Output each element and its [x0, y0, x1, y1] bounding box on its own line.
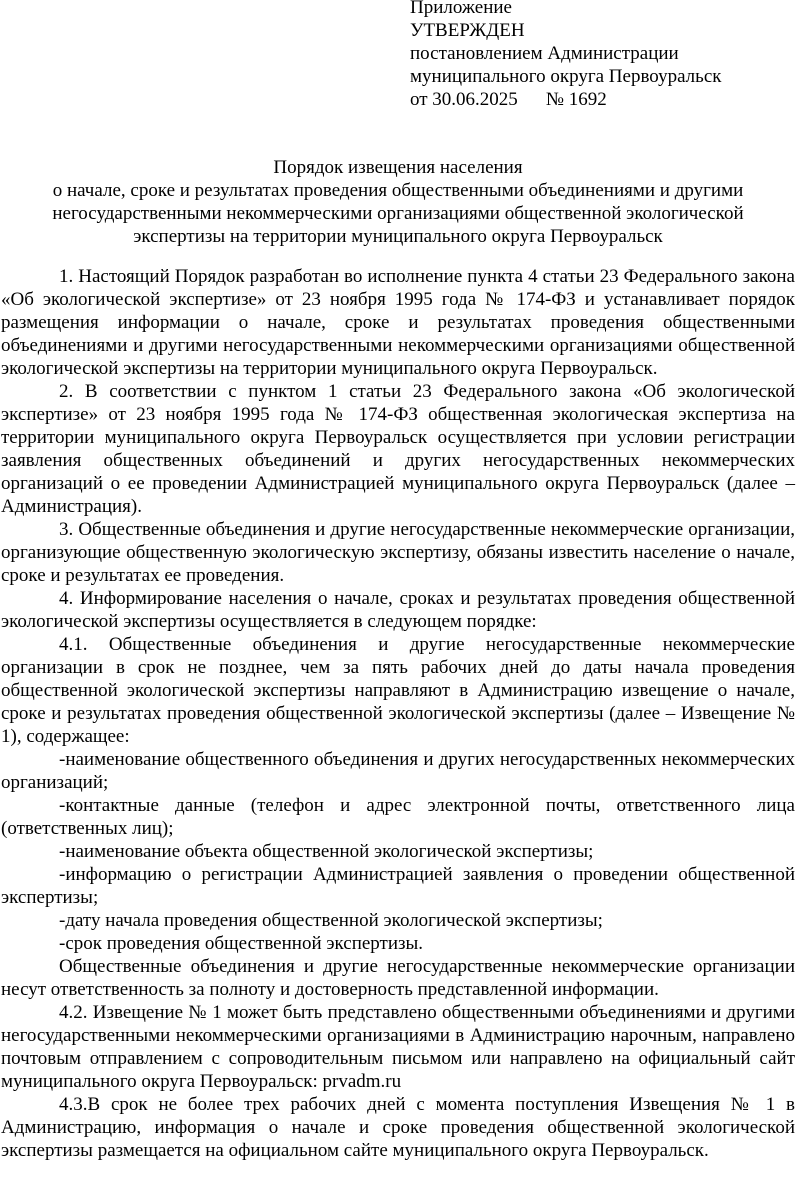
list-item-object: -наименование объекта общественной экологической экспертизы;	[59, 841, 594, 862]
paragraph-4-3: 4.3.В срок не более трех рабочих дней с момента поступления Извещения № 1 в Администрацию, информация о начале и сроке проведения общественной экологической экспертизы размещается на официальном сайте муниципального округа Первоуральск.	[1, 1094, 795, 1161]
paragraph-3: 3. Общественные объединения и другие негосударственные некоммерческие организации, организующие общественную экологическую экспертизу, обязаны известить население о начале, сроке и результатах ее проведения.	[1, 519, 795, 586]
paragraph-1: 1. Настоящий Порядок разработан во исполнение пункта 4 статьи 23 Федерального закона «Об экологической экспертизе» от 23 ноября 1995 года № 174-ФЗ и устанавливает порядок размещения информации о начале, сроке и результатах проведения общественными объединениями и другими негосударственными некоммерческими организациями общественной экологической экспертизы на территории муниципального округа Первоуральск.	[1, 266, 795, 379]
paragraph-4-1: 4.1. Общественные объединения и другие негосударственные некоммерческие организации в срок не позднее, чем за пять рабочих дней до даты начала проведения общественной экологической экспертизы направляют в Администрацию извещение о начале, сроке и результатах проведения общественной экологической экспертизы (далее – Извещение № 1), содержащее:	[1, 634, 795, 747]
list-item-name: -наименование общественного объединения и других негосударственных некоммерческих организаций;	[1, 749, 795, 793]
list-item-registration: -информацию о регистрации Администрацией заявления о проведении общественной экспертизы;	[1, 864, 795, 908]
document-title	[0, 156, 796, 248]
paragraph-2: 2. В соответствии с пунктом 1 статьи 23 Федерального закона «Об экологической экспертизе» от 23 ноября 1995 года № 174-ФЗ общественная экологическая экспертиза на территории муниципального округа Первоуральск осуществляется при условии регистрации заявления общественных объединений и других негосударственных некоммерческих организаций о ее проведении Администрацией муниципального округа Первоуральск (далее – Администрация).	[1, 381, 795, 517]
approval-date: от 30.06.2025	[410, 89, 518, 110]
title-line-4: экспертизы на территории муниципального округа Первоуральск	[133, 226, 663, 247]
paragraph-4-2: 4.2. Извещение № 1 может быть представлено общественными объединениями и другими негосударственными некоммерческими организациями в Администрацию нарочным, направлено почтовым отправлением с сопроводительным письмом или направлено на официальный сайт муниципального округа Первоуральск: prvadm.ru	[1, 1002, 795, 1092]
paragraph-responsibility: Общественные объединения и другие негосударственные некоммерческие организации несут ответственность за полноту и достоверность представленной информации.	[1, 956, 795, 1000]
approval-resolution: постановлением Администрации	[410, 43, 679, 64]
approval-block	[410, 0, 796, 111]
approval-date-number	[410, 88, 796, 111]
title-line-2: о начале, сроке и результатах проведения общественными объединениями и другими	[52, 180, 744, 201]
paragraph-4: 4. Информирование населения о начале, сроках и результатах проведения общественной экологической экспертизы осуществляется в следующем порядке:	[1, 588, 795, 632]
list-item-start-date: -дату начала проведения общественной экологической экспертизы;	[59, 910, 603, 931]
approval-municipality: муниципального округа Первоуральск	[410, 66, 722, 87]
approval-appendix: Приложение	[410, 0, 512, 18]
approval-approved: УТВЕРЖДЕН	[410, 20, 525, 41]
title-line-3: негосударственными некоммерческими организациями общественной экологической	[52, 203, 744, 224]
list-item-duration: -срок проведения общественной экспертизы.	[59, 933, 424, 954]
document-body	[1, 265, 795, 1162]
title-line-1: Порядок извещения населения	[273, 157, 523, 178]
approval-number: № 1692	[545, 89, 607, 110]
list-item-contacts: -контактные данные (телефон и адрес электронной почты, ответственного лица (ответственных лиц);	[1, 795, 795, 839]
